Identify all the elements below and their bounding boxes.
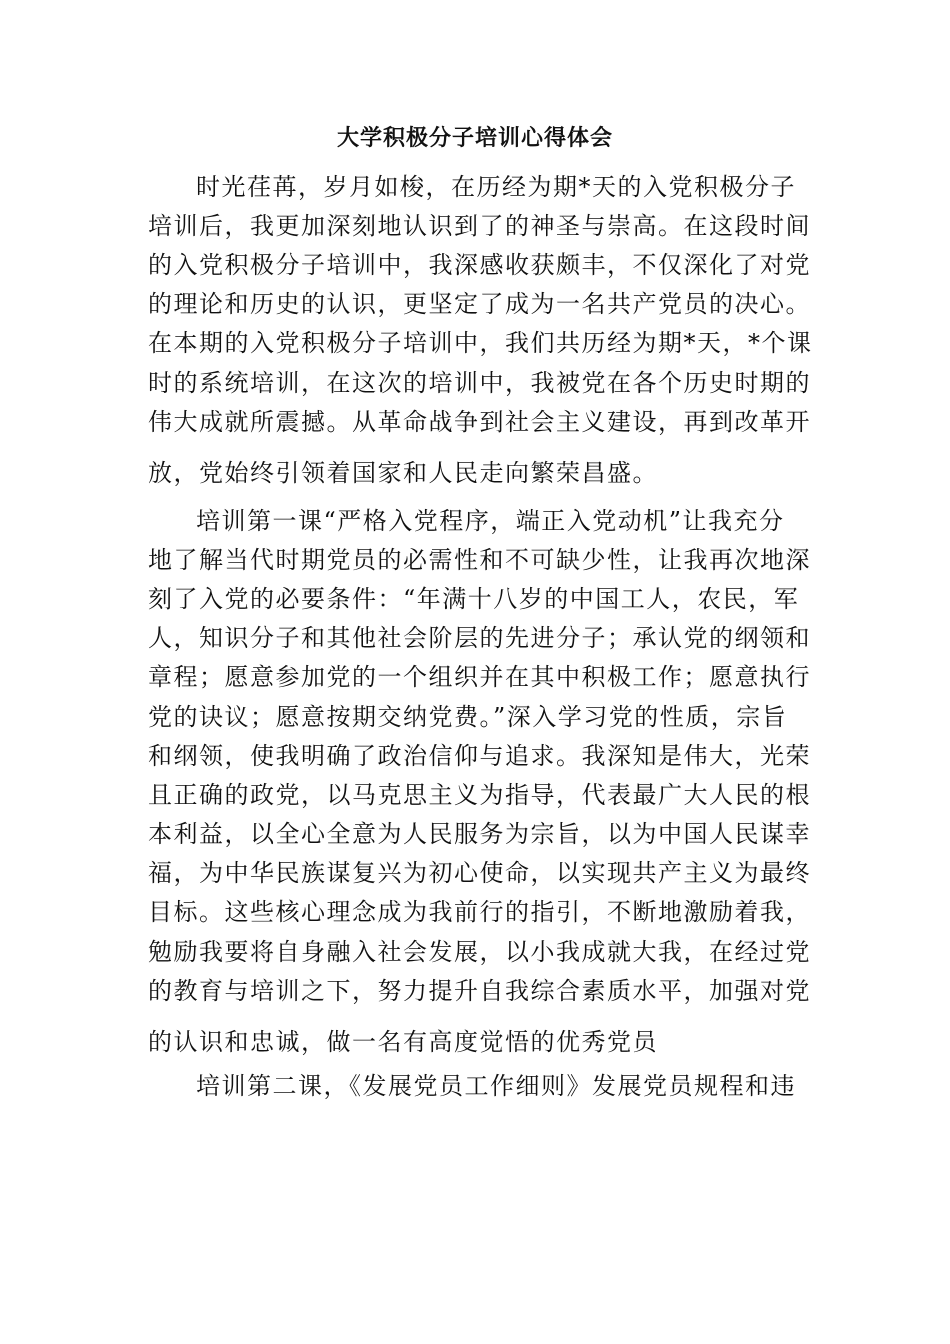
paragraph-line: 地了解当代时期党员的必需性和不可缺少性，让我再次地深	[148, 546, 811, 574]
paragraph-line: 章程；愿意参加党的一个组织并在其中积极工作；愿意执行	[148, 663, 811, 691]
paragraph-line: 培训第一课“严格入党程序，端正入党动机”让我充分	[196, 507, 785, 535]
paragraph-line: 和纲领，使我明确了政治信仰与追求。我深知是伟大，光荣	[148, 742, 811, 770]
document-title: 大学积极分子培训心得体会	[336, 126, 613, 151]
paragraph-line: 的理论和历史的认识，更坚定了成为一名共产党员的决心。	[148, 290, 811, 318]
paragraph-line: 刻了入党的必要条件：“年满十八岁的中国工人，农民，军	[148, 585, 800, 613]
paragraph-line: 本利益，以全心全意为人民服务为宗旨，以为中国人民谋幸	[148, 820, 811, 848]
paragraph-line: 且正确的政党，以马克思主义为指导，代表最广大人民的根	[148, 781, 811, 809]
paragraph-line: 人，知识分子和其他社会阶层的先进分子；承认党的纲领和	[148, 624, 811, 652]
paragraph-line: 的入党积极分子培训中，我深感收获颇丰，不仅深化了对党	[148, 251, 811, 279]
paragraph-line: 在本期的入党积极分子培训中，我们共历经为期*天，*个课	[148, 329, 813, 357]
paragraph-line: 的认识和忠诚，做一名有高度觉悟的优秀党员	[148, 1028, 658, 1056]
paragraph-line: 目标。这些核心理念成为我前行的指引，不断地激励着我，	[148, 898, 811, 926]
paragraph-line: 福，为中华民族谋复兴为初心使命，以实现共产主义为最终	[148, 859, 811, 887]
paragraph-line: 党的诀议；愿意按期交纳党费。”深入学习党的性质，宗旨	[148, 703, 788, 731]
paragraph-line: 时的系统培训，在这次的培训中，我被党在各个历史时期的	[148, 369, 811, 397]
paragraph-line: 放，党始终引领着国家和人民走向繁荣昌盛。	[148, 459, 658, 487]
paragraph-line: 伟大成就所震撼。从革命战争到社会主义建设，再到改革开	[148, 408, 811, 436]
paragraph-line: 勉励我要将自身融入社会发展，以小我成就大我，在经过党	[148, 938, 811, 966]
paragraph-line: 培训第二课，《发展党员工作细则》发展党员规程和违	[196, 1072, 796, 1100]
paragraph-line: 培训后，我更加深刻地认识到了的神圣与崇高。在这段时间	[148, 212, 811, 240]
paragraph-line: 的教育与培训之下，努力提升自我综合素质水平，加强对党	[148, 977, 811, 1005]
paragraph-line: 时光荏苒，岁月如梭，在历经为期*天的入党积极分子	[196, 173, 796, 201]
